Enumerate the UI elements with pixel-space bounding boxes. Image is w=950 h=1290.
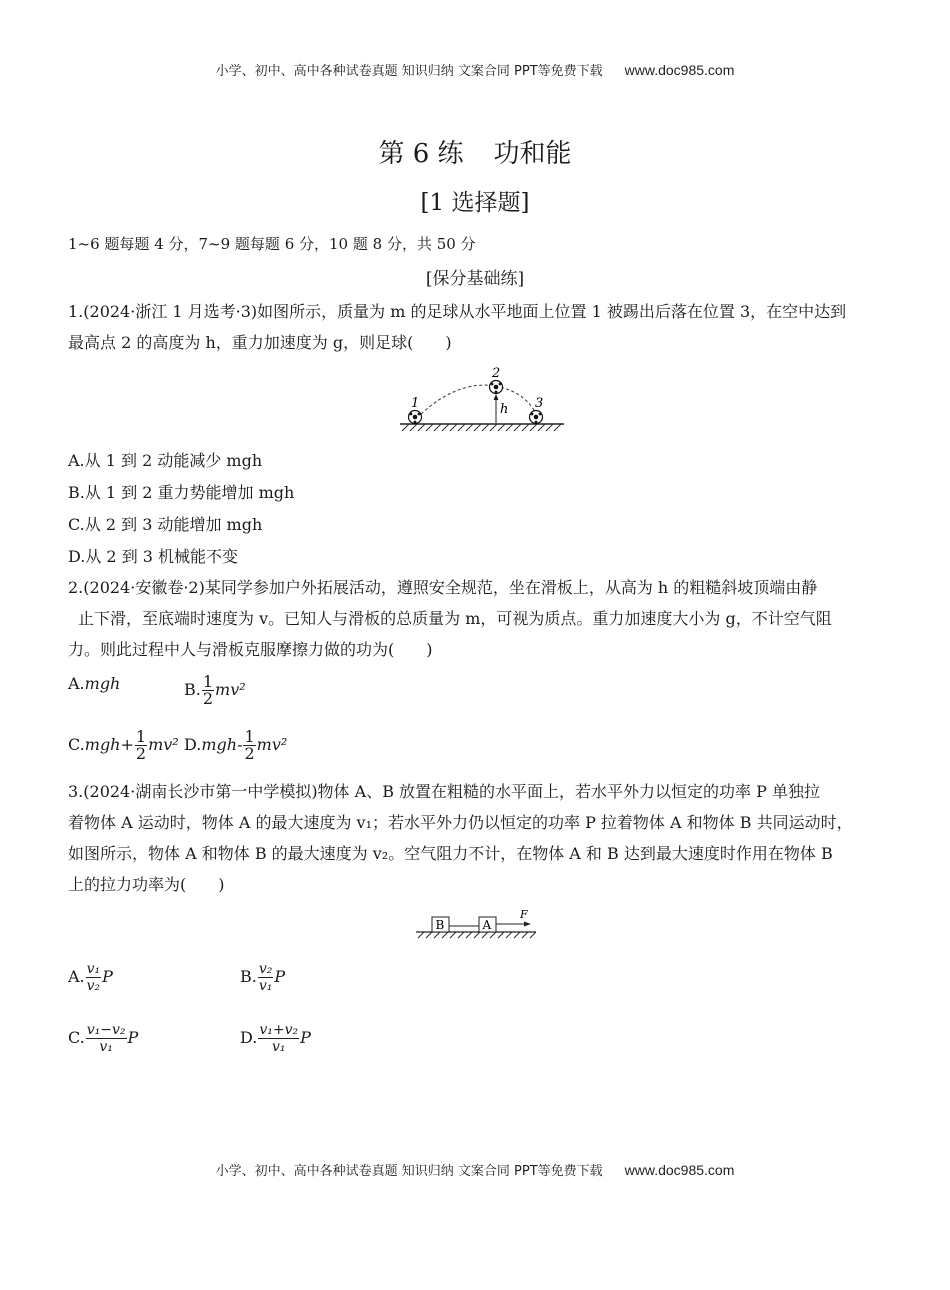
- label-height: h: [500, 402, 509, 417]
- question-2-line-3: 力。则此过程中人与滑板克服摩擦力做的功为( ): [68, 640, 433, 659]
- question-3-line-2: 着物体 A 运动时，物体 A 的最大速度为 v₁；若水平外力仍以恒定的功率 P 拉着物体 A 和物体 B 共同运动时，: [68, 813, 853, 832]
- question-1-option-c[interactable]: C.从 2 到 3 动能增加 mgh: [68, 515, 263, 534]
- fraction: [135, 729, 147, 762]
- question-3-line-3: 如图所示，物体 A 和物体 B 的最大速度为 v₂。空气阻力不计，在物体 A 和 B 达到最大速度时作用在物体 B: [68, 844, 833, 863]
- numerator: v₂: [258, 961, 273, 977]
- option-expr: mv²: [148, 735, 179, 754]
- numerator: 1: [244, 727, 255, 746]
- label-block-a: A: [482, 918, 492, 932]
- option-expr: P: [127, 1028, 139, 1047]
- denominator: 2: [135, 744, 147, 763]
- ball-2-icon: [490, 381, 503, 394]
- header-site[interactable]: www.doc985.com: [624, 62, 735, 78]
- ball-3-icon: [530, 411, 543, 424]
- question-3-option-b[interactable]: [240, 961, 285, 994]
- question-2: [68, 572, 886, 665]
- lesson-number: 第 6 练: [378, 139, 464, 169]
- fraction: [258, 1022, 299, 1055]
- lesson-topic: 功和能: [493, 139, 572, 169]
- page-footer: [0, 1160, 950, 1179]
- question-1: [68, 296, 886, 358]
- denominator: 2: [202, 689, 214, 708]
- question-2-option-a[interactable]: [68, 674, 120, 693]
- question-3-line-1: 3.(2024·湖南长沙市第一中学模拟)物体 A、B 放置在粗糙的水平面上，若水平外力以恒定的功率 P 单独拉: [68, 782, 820, 801]
- question-1-line-2: 最高点 2 的高度为 h，重力加速度为 g，则足球( ): [68, 333, 452, 352]
- footer-text: 小学、初中、高中各种试卷真题 知识归纳 文案合同 PPT等免费下载: [215, 1164, 603, 1179]
- trajectory-dashed: [421, 385, 535, 414]
- fraction: [86, 961, 102, 994]
- numerator: v₁: [86, 961, 101, 977]
- numerator: v₁+v₂: [259, 1022, 299, 1038]
- ball-1-icon: [409, 411, 422, 424]
- denominator: 2: [244, 744, 255, 763]
- denominator: v₁: [258, 978, 273, 994]
- page-header: [0, 60, 950, 79]
- fraction: [243, 729, 255, 762]
- question-2-line-1: 2.(2024·安徽卷·2)某同学参加户外拓展活动，遵照安全规范，坐在滑板上，从高为 h 的粗糙斜坡顶端由静: [68, 578, 818, 597]
- option-expr: P: [102, 967, 113, 986]
- denominator: v₂: [86, 978, 101, 994]
- footer-site[interactable]: www.doc985.com: [624, 1162, 735, 1178]
- question-1-option-a[interactable]: A.从 1 到 2 动能减少 mgh: [68, 451, 263, 470]
- page-title: [0, 133, 950, 170]
- option-label: C.: [68, 1028, 85, 1047]
- option-expr: P: [300, 1028, 311, 1047]
- option-label: D.: [184, 735, 202, 754]
- label-block-b: B: [435, 918, 445, 932]
- option-expr: P: [274, 967, 286, 986]
- label-position-2: 2: [492, 366, 501, 381]
- label-force: F: [520, 908, 528, 921]
- header-text: 小学、初中、高中各种试卷真题 知识归纳 文案合同 PPT等免费下载: [215, 64, 603, 79]
- surface: [416, 932, 536, 938]
- fraction: [258, 961, 274, 994]
- fraction: [202, 674, 214, 707]
- ground: [400, 424, 564, 431]
- denominator: v₁: [99, 1039, 113, 1055]
- question-3-option-d[interactable]: [240, 1022, 311, 1055]
- option-label: C.: [68, 735, 85, 754]
- question-1-option-b[interactable]: B.从 1 到 2 重力势能增加 mgh: [68, 483, 295, 502]
- label-position-3: 3: [535, 396, 544, 411]
- question-3-option-c[interactable]: [68, 1022, 138, 1055]
- question-1-figure: [398, 366, 566, 436]
- question-1-option-d[interactable]: D.从 2 到 3 机械能不变: [68, 547, 239, 566]
- question-2-option-c[interactable]: [68, 729, 179, 762]
- option-label: B.: [184, 680, 201, 699]
- option-expr: mv²: [256, 735, 288, 754]
- section-heading: [1 选择题]: [420, 190, 530, 216]
- denominator: v₁: [271, 1039, 286, 1055]
- question-1-line-1: 1.(2024·浙江 1 月选考·3)如图所示，质量为 m 的足球从水平地面上位置 1 被踢出后落在位置 3，在空中达到: [68, 302, 847, 321]
- question-2-option-d[interactable]: [184, 729, 287, 762]
- numerator: v₁−v₂: [86, 1022, 126, 1038]
- label-position-1: 1: [411, 396, 420, 411]
- question-3-figure: [414, 906, 538, 940]
- question-3-option-a[interactable]: [68, 961, 113, 994]
- question-2-line-2: 止下滑，至底端时速度为 v。已知人与滑板的总质量为 m，可视为质点。重力加速度大小为 g，不计空气阻: [78, 609, 832, 628]
- option-expr: mv²: [215, 680, 246, 699]
- question-3: [68, 776, 886, 900]
- option-label: D.: [240, 1028, 258, 1047]
- option-expr: mgh: [84, 674, 121, 693]
- fraction: [86, 1022, 127, 1055]
- numerator: 1: [202, 672, 214, 691]
- score-note: 1~6 题每题 4 分，7~9 题每题 6 分，10 题 8 分，共 50 分: [68, 235, 476, 253]
- question-2-option-b[interactable]: [184, 674, 246, 707]
- option-label: A.: [68, 674, 85, 693]
- numerator: 1: [135, 727, 147, 746]
- force-arrowhead: [524, 922, 531, 927]
- option-label: A.: [68, 967, 85, 986]
- height-arrow: [494, 394, 499, 423]
- option-expr: mgh+: [84, 735, 134, 754]
- subsection-heading: [保分基础练]: [425, 269, 525, 289]
- option-expr: mgh-: [201, 735, 243, 754]
- option-label: B.: [240, 967, 257, 986]
- question-3-line-4: 上的拉力功率为( ): [68, 875, 225, 894]
